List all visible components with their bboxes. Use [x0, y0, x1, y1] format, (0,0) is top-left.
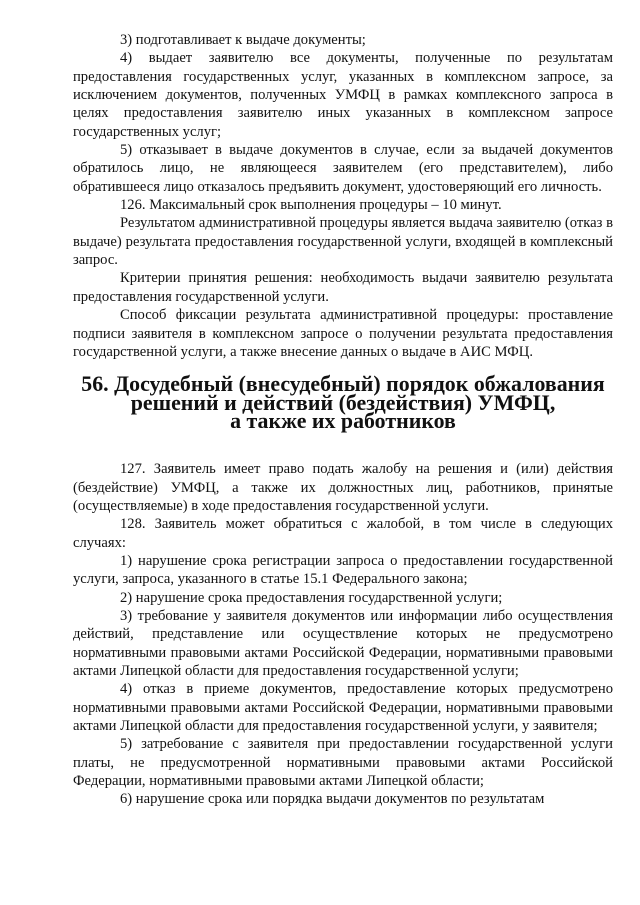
paragraph-127: 127. Заявитель имеет право подать жалобу на решения и (или) действия (бездействие) УМФЦ, а также их должностных лиц, работников, принятые (осуществляемые) в ходе предоставления государственной услуги.	[73, 461, 613, 514]
paragraph-fixation: Способ фиксации результата административной процедуры: проставление подписи заявителя в комплексном запросе о получении результата предоставления государственной услуги, а также внесение данных о выдаче в АИС МФЦ.	[73, 307, 613, 360]
list-item-1: 1) нарушение срока регистрации запроса о предоставлении государственной услуги, запроса, указанного в статье 15.1 Федерального закона;	[73, 552, 613, 588]
paragraph-item-5: 5) отказывает в выдаче документов в случае, если за выдачей документов обратилось лицо, не являющееся заявителем (его представителем), либо обратившееся лицо отказалось предъявить документ, удостоверяющий его личность.	[73, 142, 613, 195]
paragraph-128: 128. Заявитель может обратиться с жалобой, в том числе в следующих случаях:	[73, 516, 613, 551]
paragraph-item-3: 3) подготавливает к выдаче документы;	[120, 32, 366, 48]
section-heading-line-2: решений и действий (бездействия) УМФЦ,	[130, 389, 556, 415]
section-heading-line-3: а также их работников	[230, 407, 456, 433]
section-heading-line-1: 56. Досудебный (внесудебный) порядок обжалования	[81, 371, 605, 397]
list-item-5: 5) затребование с заявителя при предоставлении государственной услуги платы, не предусмотренной нормативными правовыми актами Российской Федерации, нормативными правовыми актами Липецкой области;	[73, 736, 613, 790]
section-heading	[73, 371, 613, 433]
document-page	[73, 31, 613, 809]
list-item-4: 4) отказ в приеме документов, предоставление которых предусмотрено нормативными правовыми актами Российской Федерации, нормативными правовыми актами Липецкой области для предоставления государственной услуги, у заявителя;	[73, 681, 613, 735]
paragraph-criteria: Критерии принятия решения: необходимость выдачи заявителю результата предоставления государственной услуги.	[73, 270, 613, 305]
list-item-2: 2) нарушение срока предоставления государственной услуги;	[120, 589, 503, 606]
list-item-3: 3) требование у заявителя документов или информации либо осуществления действий, представление или осуществление которых не предусмотрено нормативными правовыми актами Российской Федерации, нормативными правовыми актами Липецкой области для предоставления государственной услуги;	[73, 607, 613, 679]
paragraph-item-4: 4) выдает заявителю все документы, полученные по результатам предоставления государственных услуг, указанных в комплексном запросе, за исключением документов, полученных УМФЦ в рамках комплексного запроса в целях предоставления заявителю иных указанных в комплексном запросе государственных услуг;	[73, 50, 613, 140]
list-item-6: 6) нарушение срока или порядка выдачи документов по результатам	[120, 791, 545, 808]
paragraph-result: Результатом административной процедуры является выдача заявителю (отказ в выдаче) результата предоставления государственной услуги, входящей в комплексный запрос.	[73, 215, 613, 269]
paragraph-126: 126. Максимальный срок выполнения процедуры – 10 минут.	[120, 197, 502, 214]
